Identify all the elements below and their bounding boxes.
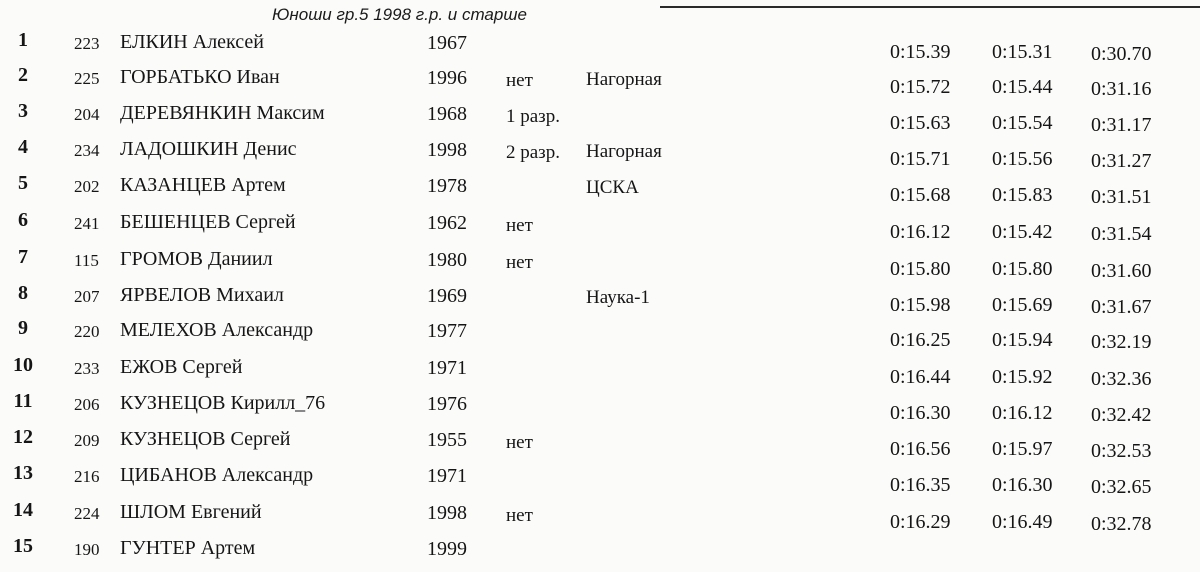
birth-year: 1980 xyxy=(427,249,467,271)
run2-time: 0:15.69 xyxy=(992,294,1053,316)
club-name: Нагорная xyxy=(586,141,662,162)
athlete-name: КУЗНЕЦОВ Сергей xyxy=(120,428,291,450)
sport-rank: 2 разр. xyxy=(506,142,560,163)
run2-time: 0:15.92 xyxy=(992,366,1053,388)
result-place: 9 xyxy=(18,317,28,339)
birth-year: 1955 xyxy=(427,429,467,451)
table-row xyxy=(0,427,1200,463)
result-place: 6 xyxy=(18,209,28,231)
athlete-name: ЯРВЕЛОВ Михаил xyxy=(120,284,284,306)
table-row xyxy=(0,355,1200,391)
birth-year: 1962 xyxy=(427,212,467,234)
run1-time: 0:15.71 xyxy=(890,148,951,170)
total-time: 0:31.67 xyxy=(1091,296,1152,318)
run1-time: 0:15.98 xyxy=(890,294,951,316)
athlete-name: ГОРБАТЬКО Иван xyxy=(120,66,280,88)
result-bib: 206 xyxy=(74,395,100,414)
run1-time: 0:16.29 xyxy=(890,511,951,533)
result-bib: 207 xyxy=(74,287,100,306)
run2-time: 0:15.94 xyxy=(992,329,1053,351)
birth-year: 1978 xyxy=(427,175,467,197)
result-bib: 233 xyxy=(74,359,100,378)
result-place: 8 xyxy=(18,282,28,304)
run1-time: 0:16.12 xyxy=(890,221,951,243)
athlete-name: КУЗНЕЦОВ Кирилл_76 xyxy=(120,392,326,414)
athlete-name: ЕЖОВ Сергей xyxy=(120,356,243,378)
sport-rank: нет xyxy=(506,432,533,453)
total-time: 0:31.27 xyxy=(1091,150,1152,172)
athlete-name: БЕШЕНЦЕВ Сергей xyxy=(120,211,296,233)
run2-time: 0:15.80 xyxy=(992,258,1053,280)
result-place: 5 xyxy=(18,172,28,194)
total-time: 0:30.70 xyxy=(1091,43,1152,65)
result-bib: 234 xyxy=(74,141,100,160)
birth-year: 1998 xyxy=(427,139,467,161)
table-row xyxy=(0,463,1200,499)
table-row xyxy=(0,247,1200,283)
run1-time: 0:16.35 xyxy=(890,474,951,496)
table-row xyxy=(0,283,1200,319)
club-name: Нагорная xyxy=(586,69,662,90)
birth-year: 1968 xyxy=(427,103,467,125)
run2-time: 0:15.97 xyxy=(992,438,1053,460)
club-name: ЦСКА xyxy=(586,177,639,198)
birth-year: 1967 xyxy=(427,32,467,54)
run1-time: 0:15.68 xyxy=(890,184,951,206)
result-bib: 202 xyxy=(74,177,100,196)
table-row xyxy=(0,318,1200,354)
table-row xyxy=(0,391,1200,427)
sport-rank: 1 разр. xyxy=(506,106,560,127)
result-place: 15 xyxy=(13,535,33,557)
total-time: 0:31.51 xyxy=(1091,186,1152,208)
run1-time: 0:15.72 xyxy=(890,76,951,98)
total-time: 0:31.17 xyxy=(1091,114,1152,136)
athlete-name: ГРОМОВ Даниил xyxy=(120,248,273,270)
total-time: 0:31.16 xyxy=(1091,78,1152,100)
athlete-name: ГУНТЕР Артем xyxy=(120,537,256,559)
result-bib: 115 xyxy=(74,251,99,270)
result-place: 13 xyxy=(13,462,33,484)
table-row xyxy=(0,101,1200,137)
birth-year: 1998 xyxy=(427,502,467,524)
birth-year: 1971 xyxy=(427,465,467,487)
club-name: Наука-1 xyxy=(586,287,650,308)
result-place: 1 xyxy=(18,29,28,51)
athlete-name: ЛАДОШКИН Денис xyxy=(120,138,297,160)
result-place: 2 xyxy=(18,64,28,86)
table-row xyxy=(0,65,1200,101)
athlete-name: ЕЛКИН Алексей xyxy=(120,31,264,53)
birth-year: 1977 xyxy=(427,320,467,342)
total-time: 0:32.53 xyxy=(1091,440,1152,462)
total-time: 0:32.19 xyxy=(1091,331,1152,353)
run1-time: 0:16.25 xyxy=(890,329,951,351)
athlete-name: ДЕРЕВЯНКИН Максим xyxy=(120,102,325,124)
table-row xyxy=(0,173,1200,209)
table-row xyxy=(0,536,1200,572)
run2-time: 0:15.54 xyxy=(992,112,1053,134)
athlete-name: МЕЛЕХОВ Александр xyxy=(120,319,314,341)
result-place: 3 xyxy=(18,100,28,122)
sport-rank: нет xyxy=(506,505,533,526)
birth-year: 1971 xyxy=(427,357,467,379)
birth-year: 1999 xyxy=(427,538,467,560)
result-place: 11 xyxy=(13,390,33,412)
athlete-name: ЦИБАНОВ Александр xyxy=(120,464,314,486)
run1-time: 0:16.44 xyxy=(890,366,951,388)
total-time: 0:32.65 xyxy=(1091,476,1152,498)
result-bib: 223 xyxy=(74,34,100,53)
result-bib: 190 xyxy=(74,540,100,559)
run1-time: 0:15.80 xyxy=(890,258,951,280)
run2-time: 0:15.42 xyxy=(992,221,1053,243)
run1-time: 0:16.56 xyxy=(890,438,951,460)
total-time: 0:32.78 xyxy=(1091,513,1152,535)
run2-time: 0:15.56 xyxy=(992,148,1053,170)
result-bib: 209 xyxy=(74,431,100,450)
table-row xyxy=(0,30,1200,66)
total-time: 0:31.54 xyxy=(1091,223,1152,245)
total-time: 0:31.60 xyxy=(1091,260,1152,282)
top-rule xyxy=(660,6,1200,8)
run2-time: 0:16.12 xyxy=(992,402,1053,424)
result-bib: 204 xyxy=(74,105,100,124)
table-row xyxy=(0,500,1200,536)
result-bib: 216 xyxy=(74,467,100,486)
total-time: 0:32.42 xyxy=(1091,404,1152,426)
result-bib: 225 xyxy=(74,69,100,88)
run2-time: 0:15.31 xyxy=(992,41,1053,63)
birth-year: 1976 xyxy=(427,393,467,415)
total-time: 0:32.36 xyxy=(1091,368,1152,390)
table-row xyxy=(0,137,1200,173)
table-row xyxy=(0,210,1200,246)
result-bib: 224 xyxy=(74,504,100,523)
run2-time: 0:15.83 xyxy=(992,184,1053,206)
run2-time: 0:16.49 xyxy=(992,511,1053,533)
run2-time: 0:16.30 xyxy=(992,474,1053,496)
run2-time: 0:15.44 xyxy=(992,76,1053,98)
result-place: 4 xyxy=(18,136,28,158)
sport-rank: нет xyxy=(506,70,533,91)
birth-year: 1996 xyxy=(427,67,467,89)
group-title: Юноши гр.5 1998 г.р. и старше xyxy=(272,5,527,24)
sport-rank: нет xyxy=(506,215,533,236)
run1-time: 0:15.39 xyxy=(890,41,951,63)
result-bib: 241 xyxy=(74,214,100,233)
birth-year: 1969 xyxy=(427,285,467,307)
run1-time: 0:15.63 xyxy=(890,112,951,134)
result-place: 7 xyxy=(18,246,28,268)
result-place: 12 xyxy=(13,426,33,448)
athlete-name: КАЗАНЦЕВ Артем xyxy=(120,174,286,196)
sport-rank: нет xyxy=(506,252,533,273)
result-place: 14 xyxy=(13,499,33,521)
result-place: 10 xyxy=(13,354,33,376)
run1-time: 0:16.30 xyxy=(890,402,951,424)
athlete-name: ШЛОМ Евгений xyxy=(120,501,262,523)
result-bib: 220 xyxy=(74,322,100,341)
